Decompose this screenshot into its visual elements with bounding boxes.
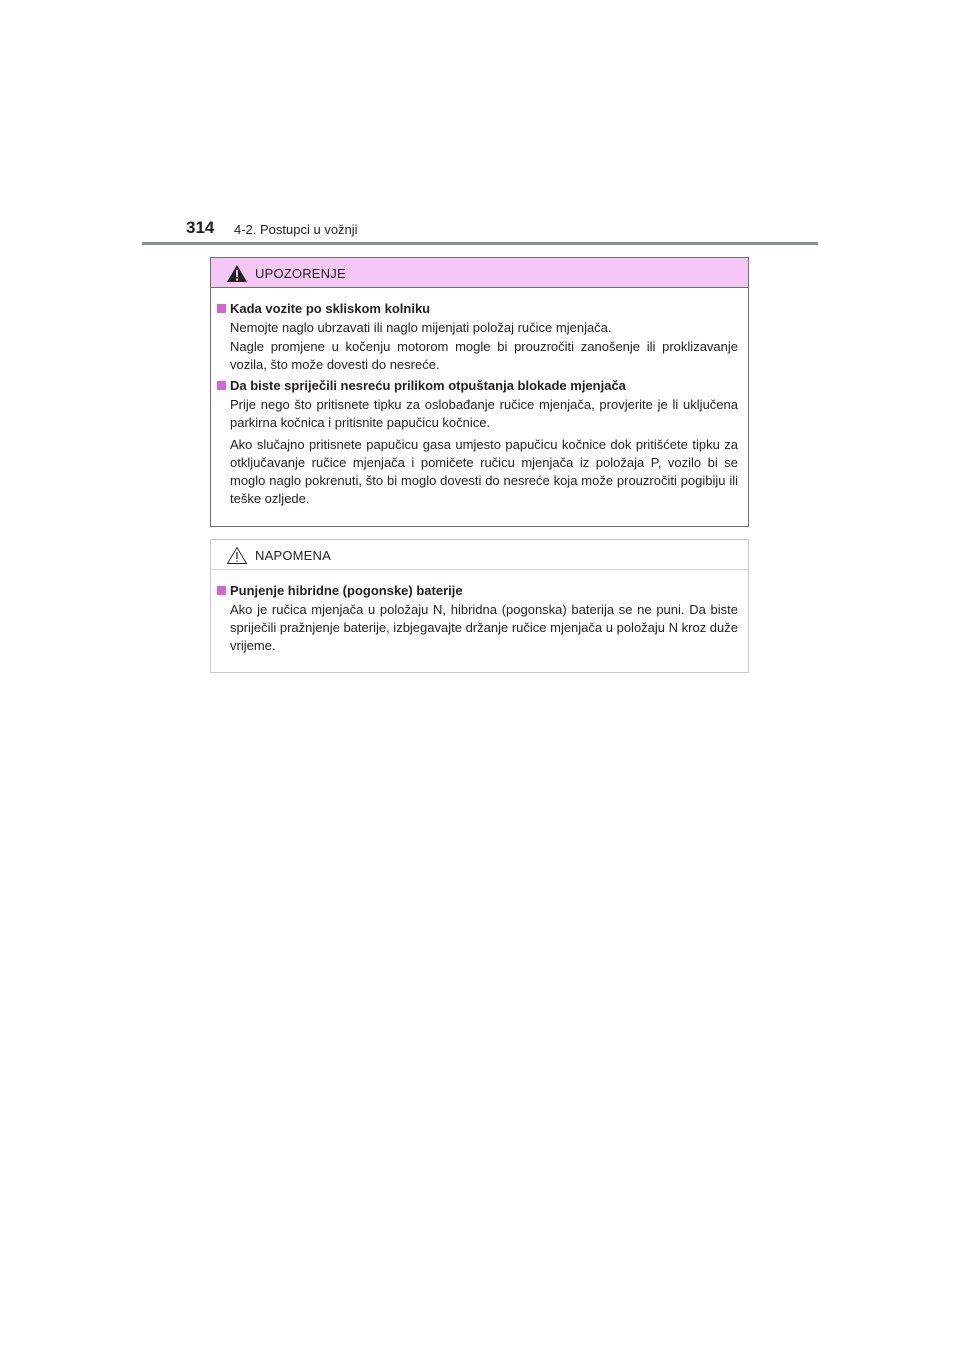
notice-box-body	[211, 570, 748, 655]
warning-item-title-text: Kada vozite po skliskom kolniku	[230, 301, 431, 316]
notice-item-title	[217, 582, 738, 600]
page-header	[0, 0, 960, 250]
bullet-square-icon	[217, 586, 226, 595]
warning-paragraph: Nagle promjene u kočenju motorom mogle bi prouzročiti zanošenje ili proklizavanje vozila, što može dovesti do nesreće.	[230, 339, 738, 372]
page-number: 314	[186, 218, 215, 237]
warning-paragraph: Ako slučajno pritisnete papučicu gasa umjesto papučicu kočnice dok pritišćete tipku za otključavanje ručice mjenjača i pomičete ručicu mjenjača iz položaja P, vozilo bi se moglo naglo pokrenuti, što bi moglo dovesti do nesreće koja može prouzročiti pogibiju ili teške ozljede.	[230, 437, 738, 506]
header-divider	[142, 242, 818, 245]
warning-item-title	[217, 300, 738, 318]
notice-box-label: NAPOMENA	[255, 548, 332, 563]
bullet-square-icon	[217, 304, 226, 313]
warning-box-header	[211, 258, 748, 288]
warning-box-label: UPOZORENJE	[255, 266, 346, 281]
warning-triangle-filled-icon	[226, 264, 248, 283]
section-title: 4-2. Postupci u vožnji	[234, 222, 358, 237]
notice-item-title-text: Punjenje hibridne (pogonske) baterije	[230, 583, 463, 598]
warning-box-body	[211, 288, 748, 508]
bullet-square-icon	[217, 381, 226, 390]
warning-item-title	[217, 377, 738, 395]
warning-paragraph: Prije nego što pritisnete tipku za oslobađanje ručice mjenjača, provjerite je li uključena parkirna kočnica i pritisnite papučicu kočnice.	[230, 397, 738, 430]
notice-box-header	[211, 540, 748, 570]
notice-paragraph: Ako je ručica mjenjača u položaju N, hibridna (pogonska) baterija se ne puni. Da biste spriječili pražnjenje baterije, izbjegavajte držanje ručice mjenjača u položaju N kroz duže vrijeme.	[230, 602, 738, 653]
warning-triangle-outline-icon	[226, 546, 248, 565]
warning-paragraph: Nemojte naglo ubrzavati ili naglo mijenjati položaj ručice mjenjača.	[230, 320, 612, 335]
warning-item-title-text: Da biste spriječili nesreću prilikom otpuštanja blokade mjenjača	[230, 378, 626, 393]
warning-box	[210, 257, 749, 527]
notice-box	[210, 539, 749, 673]
